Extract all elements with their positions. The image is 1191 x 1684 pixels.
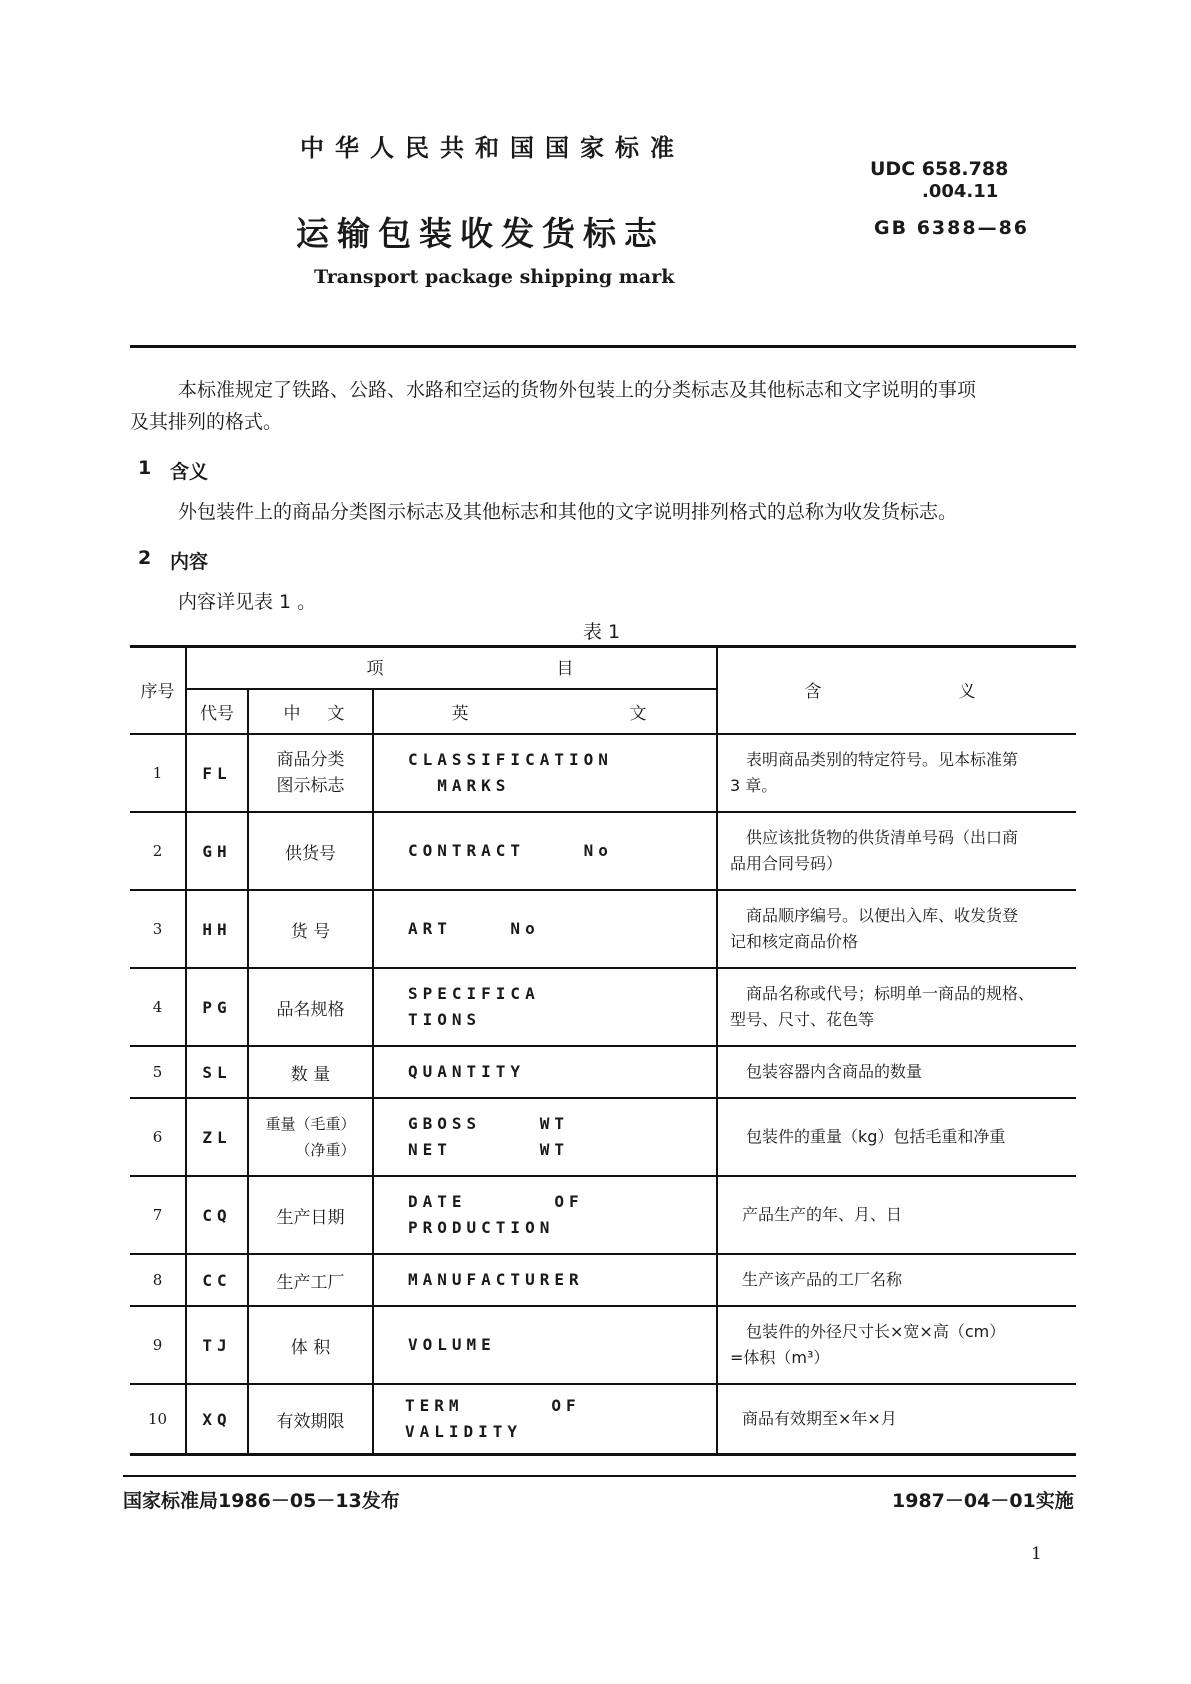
row-3-english: ART No xyxy=(408,919,540,938)
row-1-english-line-1: CLASSIFICATION xyxy=(408,750,613,769)
row-7-meaning: 产品生产的年、月、日 xyxy=(742,1205,903,1224)
row-10-english-line-2: VALIDITY xyxy=(405,1422,523,1441)
row-4-code: PG xyxy=(202,997,232,1017)
document-title: 运输包装收发货标志 xyxy=(296,214,665,253)
row-5-code: SL xyxy=(202,1062,232,1082)
section-1-heading: 含义 xyxy=(170,461,209,483)
table-rule xyxy=(130,1453,1076,1456)
table-caption: 表 1 xyxy=(583,621,621,643)
row-3-number: 3 xyxy=(152,920,163,938)
row-1-english xyxy=(408,735,716,811)
section-1-body: 外包装件上的商品分类图示标志及其他标志和其他的文字说明排列格式的总称为收发货标志。 xyxy=(178,501,958,523)
row-5-english: QUANTITY xyxy=(408,1062,526,1081)
row-4-english-line-2: TIONS xyxy=(408,1010,482,1029)
row-2-chinese: 供货号 xyxy=(285,843,336,864)
row-1-meaning-line-1: 表明商品类别的特定符号。见本标准第 xyxy=(746,750,1019,769)
row-5-chinese: 数 量 xyxy=(290,1064,331,1085)
row-8-english: MANUFACTURER xyxy=(408,1270,584,1289)
row-10-english xyxy=(405,1385,716,1453)
row-8-number: 8 xyxy=(152,1271,163,1289)
row-4-meaning xyxy=(730,969,1070,1045)
row-9-meaning-line-1: 包装件的外径尺寸长×宽×高（cm） xyxy=(746,1322,1006,1341)
header-seq: 序号 xyxy=(140,681,175,702)
row-8-chinese: 生产工厂 xyxy=(276,1272,345,1293)
section-2-number: 2 xyxy=(138,547,152,569)
row-1-english-line-2: MARKS xyxy=(408,776,511,795)
row-2-meaning-line-2: 品用合同号码） xyxy=(730,854,843,873)
header-en-right: 文 xyxy=(629,704,647,724)
header-cn-right: 文 xyxy=(327,704,345,724)
row-9-number: 9 xyxy=(152,1336,163,1354)
row-2-code: GH xyxy=(202,841,232,861)
issue-date: 国家标准局1986－05－13发布 xyxy=(123,1490,400,1512)
row-7-english-line-1: DATE OF xyxy=(408,1192,584,1211)
row-6-chinese-line-1: 重量（毛重） xyxy=(265,1115,356,1133)
row-1-number: 1 xyxy=(152,764,163,782)
row-10-number: 10 xyxy=(147,1410,168,1428)
intro-line-2: 及其排列的格式。 xyxy=(130,411,283,433)
row-5-number: 5 xyxy=(152,1063,163,1081)
header-en-left: 英 xyxy=(451,704,469,724)
row-6-number: 6 xyxy=(152,1128,163,1146)
table-rule xyxy=(372,688,374,1455)
row-10-chinese: 有效期限 xyxy=(276,1411,345,1432)
standard-name: 中华人民共和国国家标准 xyxy=(300,134,685,162)
row-1-chinese-line-2: 图示标志 xyxy=(276,776,345,796)
row-1-meaning-line-2: 3 章。 xyxy=(730,776,778,795)
header-divider xyxy=(130,345,1076,348)
table-rule xyxy=(716,645,718,1455)
row-9-english: VOLUME xyxy=(408,1335,496,1354)
content-table xyxy=(130,645,1076,1456)
row-6-meaning: 包装件的重量（kg）包括毛重和净重 xyxy=(746,1127,1006,1146)
row-2-english: CONTRACT No xyxy=(408,841,613,860)
document-title-english: Transport package shipping mark xyxy=(314,266,675,288)
header-meaning-left: 含 xyxy=(804,681,822,702)
row-1-chinese xyxy=(249,735,372,811)
row-10-english-line-1: TERM OF xyxy=(405,1396,581,1415)
header-cn-left: 中 xyxy=(283,704,301,724)
row-2-meaning-line-1: 供应该批货物的供货清单号码（出口商 xyxy=(746,828,1019,847)
header-item-left: 项 xyxy=(366,659,384,679)
row-7-chinese: 生产日期 xyxy=(276,1207,345,1228)
row-1-code: FL xyxy=(202,763,232,783)
row-6-english-line-2: NET WT xyxy=(408,1140,569,1159)
table-rule xyxy=(130,645,1076,648)
row-8-code: CC xyxy=(202,1270,232,1290)
row-4-meaning-line-1: 商品名称或代号；标明单一商品的规格、 xyxy=(746,984,1035,1003)
row-6-code: ZL xyxy=(202,1127,232,1147)
row-9-meaning xyxy=(730,1307,1070,1383)
row-7-code: CQ xyxy=(202,1205,232,1225)
udc-code: UDC 658.788 xyxy=(870,158,1009,180)
intro-line-1: 本标准规定了铁路、公路、水路和空运的货物外包装上的分类标志及其他标志和文字说明的事项 xyxy=(178,379,977,401)
row-6-chinese xyxy=(249,1099,372,1175)
row-3-meaning xyxy=(730,891,1070,967)
row-10-code: XQ xyxy=(202,1409,232,1429)
row-7-english-line-2: PRODUCTION xyxy=(408,1218,555,1237)
section-1-number: 1 xyxy=(138,457,152,479)
section-2-body: 内容详见表 1 。 xyxy=(178,591,317,613)
row-3-meaning-line-2: 记和核定商品价格 xyxy=(730,932,859,951)
row-6-english-line-1: GBOSS WT xyxy=(408,1114,569,1133)
row-2-meaning xyxy=(730,813,1070,889)
footer-divider xyxy=(123,1475,1076,1477)
row-1-chinese-line-1: 商品分类 xyxy=(276,750,345,770)
row-4-chinese: 品名规格 xyxy=(276,999,345,1020)
row-7-number: 7 xyxy=(152,1206,163,1224)
gb-number: GB 6388—86 xyxy=(874,217,1030,239)
row-8-meaning: 生产该产品的工厂名称 xyxy=(742,1270,903,1289)
row-1-meaning xyxy=(730,735,1070,811)
row-3-code: HH xyxy=(202,919,232,939)
row-9-code: TJ xyxy=(202,1335,232,1355)
section-2-heading: 内容 xyxy=(170,551,209,573)
effective-date: 1987－04－01实施 xyxy=(892,1490,1074,1512)
row-2-number: 2 xyxy=(152,842,163,860)
row-4-english xyxy=(408,969,716,1045)
row-6-chinese-line-2: （净重） xyxy=(295,1141,356,1159)
row-6-english xyxy=(408,1099,716,1175)
row-10-meaning: 商品有效期至×年×月 xyxy=(742,1409,897,1428)
header-item-right: 目 xyxy=(556,659,574,679)
row-9-chinese: 体 积 xyxy=(290,1337,331,1358)
row-5-meaning: 包装容器内含商品的数量 xyxy=(746,1062,923,1081)
row-4-meaning-line-2: 型号、尺寸、花色等 xyxy=(730,1010,875,1029)
header-meaning-right: 义 xyxy=(958,681,976,702)
row-7-english xyxy=(408,1177,716,1253)
row-4-number: 4 xyxy=(152,998,163,1016)
row-9-meaning-line-2: =体积（m³） xyxy=(730,1348,830,1367)
page-number: 1 xyxy=(1031,1544,1042,1564)
header-code: 代号 xyxy=(200,704,234,724)
udc-code-suffix: .004.11 xyxy=(922,181,999,202)
row-3-chinese: 货 号 xyxy=(290,921,331,942)
row-3-meaning-line-1: 商品顺序编号。以便出入库、收发货登 xyxy=(746,906,1019,925)
row-4-english-line-1: SPECIFICA xyxy=(408,984,540,1003)
